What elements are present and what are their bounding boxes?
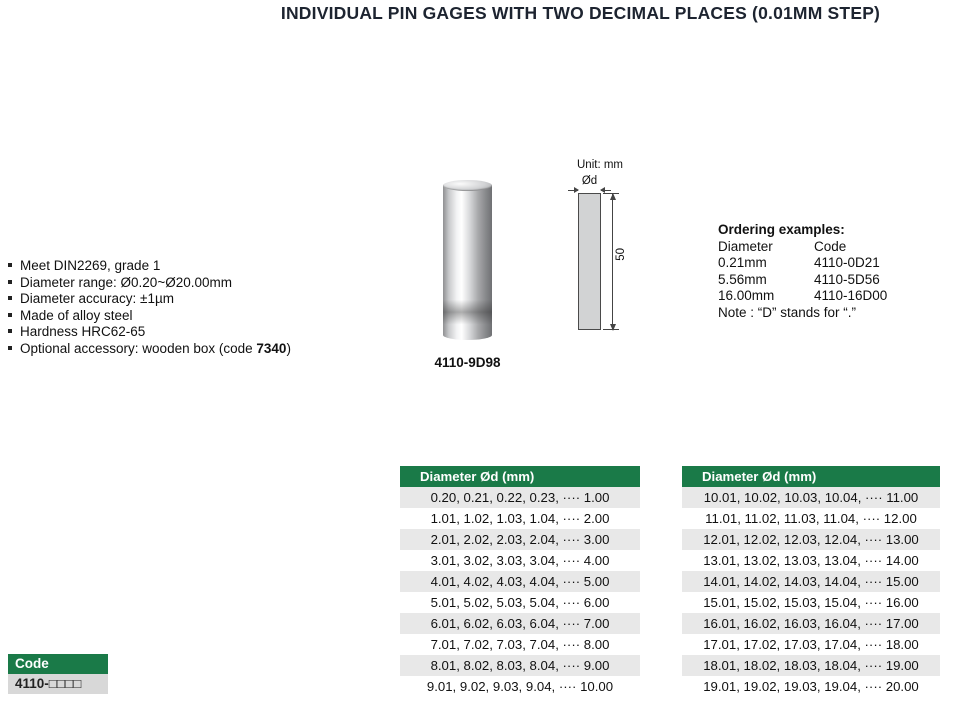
feature-text: Diameter accuracy: ±1µm xyxy=(20,291,174,306)
table-row: 9.01, 9.02, 9.03, 9.04, ···· 10.00 xyxy=(400,676,640,697)
ordering-header-row xyxy=(718,239,958,256)
accessory-code: 7340 xyxy=(256,340,287,356)
bullet-square-icon xyxy=(8,313,12,317)
table-body xyxy=(682,487,940,697)
table-row: 5.01, 5.02, 5.03, 5.04, ···· 6.00 xyxy=(400,592,640,613)
feature-item xyxy=(8,276,291,290)
table-header: Diameter Ød (mm) xyxy=(400,466,640,487)
ordering-col-diameter: Diameter xyxy=(718,238,773,254)
ordering-diameter: 5.56mm xyxy=(718,271,767,287)
feature-text: Made of alloy steel xyxy=(20,307,133,323)
table-row: 3.01, 3.02, 3.03, 3.04, ···· 4.00 xyxy=(400,550,640,571)
feature-text: Meet DIN2269, grade 1 xyxy=(20,258,161,273)
ordering-row xyxy=(718,288,958,305)
ordering-row xyxy=(718,272,958,289)
feature-list xyxy=(8,259,291,358)
ordering-title: Ordering examples: xyxy=(718,222,845,237)
feature-item xyxy=(8,292,291,306)
diameter-table-right xyxy=(682,466,940,697)
order-code-block xyxy=(8,654,108,694)
ordering-code: 4110-5D56 xyxy=(814,271,880,287)
table-row: 14.01, 14.02, 14.03, 14.04, ···· 15.00 xyxy=(682,571,940,592)
diameter-arrow-right-icon xyxy=(601,190,611,191)
feature-item xyxy=(8,259,291,273)
table-body xyxy=(400,487,640,697)
table-row: 1.01, 1.02, 1.03, 1.04, ···· 2.00 xyxy=(400,508,640,529)
feature-text: Optional accessory: wooden box (code 7340) xyxy=(20,340,291,356)
diameter-dimension-label: Ød xyxy=(581,175,598,187)
feature-item xyxy=(8,309,291,323)
diameter-arrow-left-icon xyxy=(568,190,578,191)
code-block-value: 4110-□□□□ xyxy=(8,674,108,694)
pin-gage-image xyxy=(443,180,492,340)
pin-cylinder xyxy=(443,185,492,340)
feature-text: Hardness HRC62-65 xyxy=(20,324,146,339)
table-header: Diameter Ød (mm) xyxy=(682,466,940,487)
ordering-code: 4110-0D21 xyxy=(814,255,880,270)
table-row: 17.01, 17.02, 17.03, 17.04, ···· 18.00 xyxy=(682,634,940,655)
unit-label: Unit: mm xyxy=(577,159,623,171)
product-model-label: 4110-9D98 xyxy=(434,355,501,370)
table-row: 0.20, 0.21, 0.22, 0.23, ···· 1.00 xyxy=(400,487,640,508)
table-row: 13.01, 13.02, 13.03, 13.04, ···· 14.00 xyxy=(682,550,940,571)
pin-top-face xyxy=(443,180,492,191)
ordering-note: Note : “D” stands for “.” xyxy=(718,304,857,320)
bullet-square-icon xyxy=(8,296,12,300)
ordering-col-code: Code xyxy=(814,238,847,254)
feature-text: Diameter range: Ø0.20~Ø20.00mm xyxy=(20,274,232,290)
bullet-square-icon xyxy=(8,263,12,267)
table-row: 18.01, 18.02, 18.03, 18.04, ···· 19.00 xyxy=(682,655,940,676)
ordering-examples xyxy=(718,222,958,321)
length-dimension-line xyxy=(612,194,613,330)
diameter-table-left xyxy=(400,466,640,697)
code-block-header: Code xyxy=(8,654,108,674)
table-row: 15.01, 15.02, 15.03, 15.04, ···· 16.00 xyxy=(682,592,940,613)
table-row: 4.01, 4.02, 4.03, 4.04, ···· 5.00 xyxy=(400,571,640,592)
table-row: 16.01, 16.02, 16.03, 16.04, ···· 17.00 xyxy=(682,613,940,634)
ordering-row xyxy=(718,255,958,272)
table-row: 19.01, 19.02, 19.03, 19.04, ···· 20.00 xyxy=(682,676,940,697)
bullet-square-icon xyxy=(8,329,12,333)
ordering-code: 4110-16D00 xyxy=(814,288,888,303)
table-row: 11.01, 11.02, 11.03, 11.04, ···· 12.00 xyxy=(682,508,940,529)
table-row: 8.01, 8.02, 8.03, 8.04, ···· 9.00 xyxy=(400,655,640,676)
page-title: INDIVIDUAL PIN GAGES WITH TWO DECIMAL PLACES (0.01MM STEP) xyxy=(280,3,881,23)
table-row: 6.01, 6.02, 6.03, 6.04, ···· 7.00 xyxy=(400,613,640,634)
ordering-diameter: 16.00mm xyxy=(718,288,775,303)
bullet-square-icon xyxy=(8,346,12,350)
pin-profile-drawing xyxy=(578,193,601,330)
table-row: 12.01, 12.02, 12.03, 12.04, ···· 13.00 xyxy=(682,529,940,550)
length-dimension-label: 50 xyxy=(615,248,627,261)
table-row: 2.01, 2.02, 2.03, 2.04, ···· 3.00 xyxy=(400,529,640,550)
table-row: 10.01, 10.02, 10.03, 10.04, ···· 11.00 xyxy=(682,487,940,508)
table-row: 7.01, 7.02, 7.03, 7.04, ···· 8.00 xyxy=(400,634,640,655)
bullet-square-icon xyxy=(8,280,12,284)
ordering-diameter: 0.21mm xyxy=(718,255,767,270)
feature-item xyxy=(8,325,291,339)
feature-item xyxy=(8,342,291,356)
